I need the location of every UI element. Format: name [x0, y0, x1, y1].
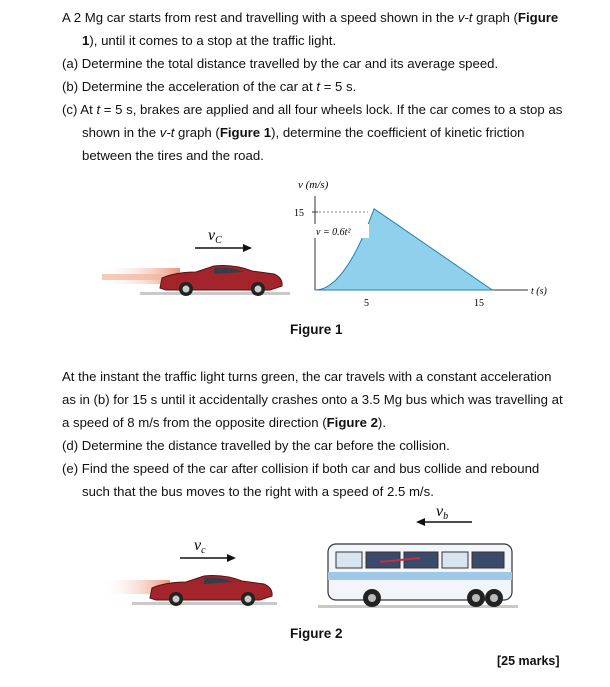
- part-b-text-2: = 5 s.: [320, 79, 357, 94]
- t-italic: t: [96, 102, 101, 117]
- part-a: (a) Determine the total distance travelled by the car and its average speed.: [62, 56, 499, 71]
- y-axis-label: v (m/s): [298, 179, 329, 191]
- part-c-text-4: graph (: [174, 125, 220, 140]
- vt-italic: v-t: [159, 125, 175, 140]
- figure-ref-num: 1: [82, 33, 90, 48]
- bus-velocity-label: vb: [436, 503, 449, 522]
- intro-text-3: ), until it comes to a stop at the traffic light.: [89, 33, 337, 48]
- intro-text-2: graph (: [472, 10, 518, 25]
- figure-1-caption: Figure 1: [290, 322, 343, 337]
- curve-label: v = 0.6t²: [316, 227, 351, 238]
- para2-text-2: ).: [377, 415, 386, 430]
- intro-line-2: [82, 33, 336, 49]
- y-tick-15: 15: [294, 208, 304, 219]
- part-c-text: (c) At: [62, 102, 97, 117]
- part-b-text: (b) Determine the acceleration of the car at: [62, 79, 317, 94]
- figure-2: [0, 502, 610, 622]
- car2-image: [100, 576, 277, 606]
- car-velocity-arrow: [195, 244, 252, 252]
- x-tick-5: 5: [364, 298, 369, 309]
- part-e-line-2: such that the bus moves to the right with a speed of 2.5 m/s.: [82, 484, 434, 499]
- para2-line-3: [62, 415, 386, 431]
- intro-line-1: [62, 10, 558, 26]
- part-d: (d) Determine the distance travelled by the car before the collision.: [62, 438, 450, 453]
- figure-2-caption: Figure 2: [290, 626, 343, 641]
- t-italic: t: [316, 79, 321, 94]
- vt-italic: v-t: [457, 10, 473, 25]
- bus-image: [318, 544, 518, 608]
- figure-ref: Figure: [517, 10, 559, 25]
- velocity-area: [315, 209, 492, 290]
- figure-ref: Figure 2: [326, 415, 378, 430]
- part-b: [62, 79, 356, 95]
- x-tick-15: 15: [474, 298, 484, 309]
- part-c-line-3: between the tires and the road.: [82, 148, 264, 163]
- part-c-line-2: [82, 125, 525, 141]
- car-image: [100, 266, 290, 296]
- part-c-line-1: [62, 102, 562, 118]
- part-e-line-1: (e) Find the speed of the car after collision if both car and bus collide and rebound: [62, 461, 540, 476]
- car-velocity-label: vC: [208, 227, 222, 246]
- car2-velocity-label: vc: [194, 537, 206, 556]
- car2-velocity-arrow: [180, 554, 236, 562]
- marks-label: [25 marks]: [497, 654, 560, 668]
- figure-ref: Figure 1: [219, 125, 272, 140]
- para2-text: a speed of 8 m/s from the opposite direction (: [62, 415, 327, 430]
- intro-text: A 2 Mg car starts from rest and travelling with a speed shown in the: [62, 10, 458, 25]
- para2-line-2: as in (b) for 15 s until it accidentally crashes onto a 3.5 Mg bus which was travelling at: [62, 392, 563, 407]
- part-c-text-2: = 5 s, brakes are applied and all four wheels lock. If the car comes to a stop as: [100, 102, 563, 117]
- para2-line-1: At the instant the traffic light turns green, the car travels with a constant acceleration: [62, 369, 552, 384]
- part-c-text-3: shown in the: [82, 125, 160, 140]
- x-axis-label: t (s): [531, 286, 547, 297]
- part-c-text-5: ), determine the coefficient of kinetic friction: [271, 125, 525, 140]
